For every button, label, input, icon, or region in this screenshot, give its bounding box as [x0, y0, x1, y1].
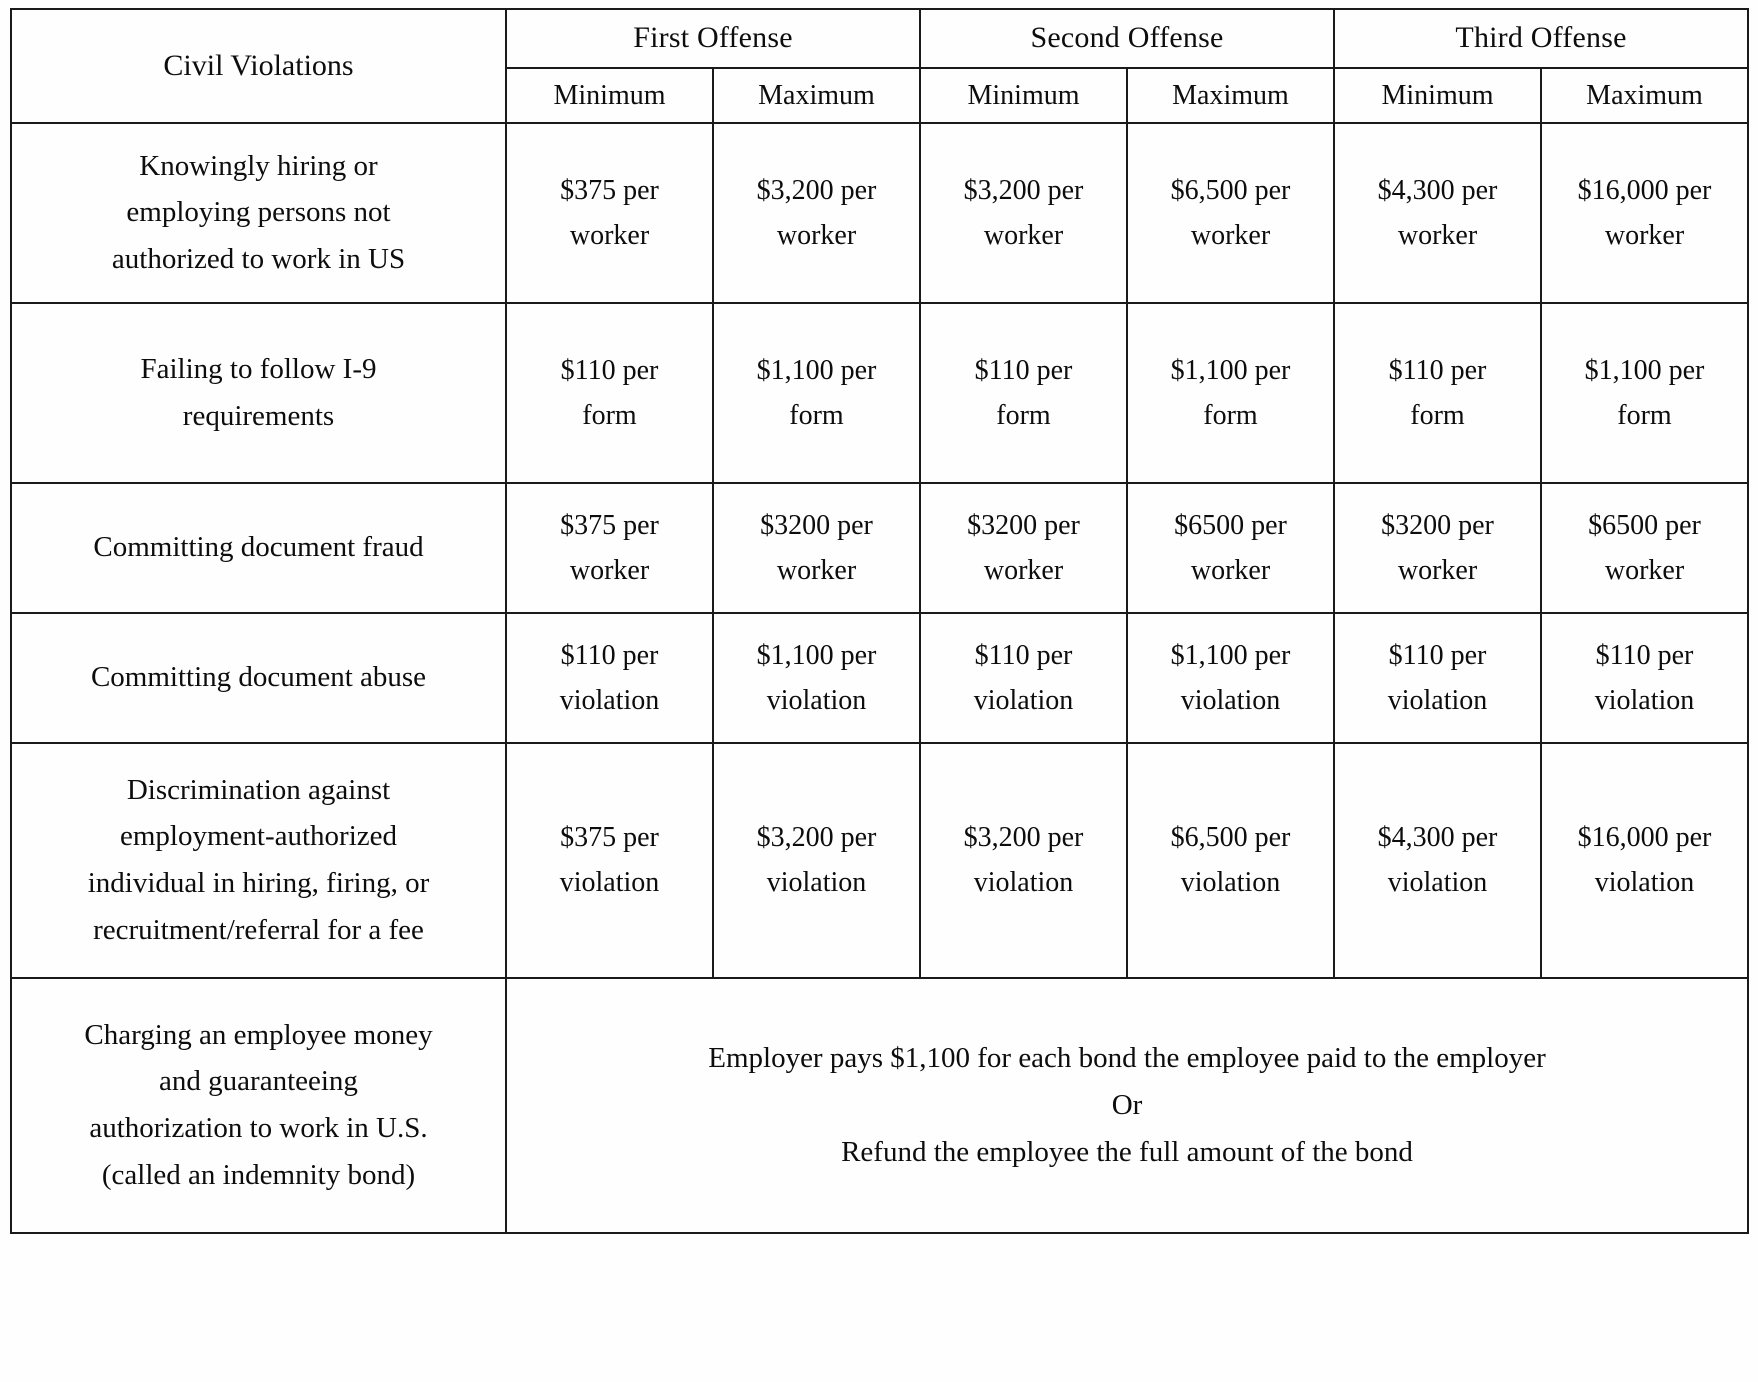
text-line: $16,000 per	[1577, 174, 1712, 206]
text-line: $4,300 per	[1377, 822, 1498, 854]
text-line: $1,100 per	[1170, 639, 1291, 671]
text-line: violation	[973, 684, 1074, 716]
text-line: Or	[1111, 1088, 1143, 1121]
text-line: worker	[569, 554, 650, 586]
text-line: worker	[1604, 554, 1685, 586]
cell-r1-c4	[1334, 303, 1541, 483]
text-line: authorization to work in U.S.	[89, 1112, 428, 1145]
text-line: violation	[1180, 867, 1281, 899]
header-first-offense: First Offense	[506, 9, 920, 68]
text-line: violation	[1387, 684, 1488, 716]
text-line: $1,100 per	[756, 354, 877, 386]
table-row	[11, 303, 1748, 483]
text-line: $3200 per	[967, 509, 1080, 541]
text-line: $6500 per	[1588, 509, 1701, 541]
civil-violations-table	[10, 8, 1749, 1234]
header-first-minimum: Minimum	[506, 68, 713, 123]
cell-r0-c2	[920, 123, 1127, 303]
text-line: $1,100 per	[756, 639, 877, 671]
header-row-offense-groups	[11, 9, 1748, 68]
text-line: $3200 per	[1381, 509, 1494, 541]
cell-r1-c0	[506, 303, 713, 483]
text-line: and guaranteeing	[159, 1065, 358, 1098]
text-line: requirements	[182, 399, 335, 432]
cell-r3-c3	[1127, 613, 1334, 743]
table-header	[11, 9, 1748, 123]
cell-r2-c2	[920, 483, 1127, 613]
text-line: worker	[1397, 219, 1478, 251]
text-line: $110 per	[974, 354, 1073, 386]
cell-r1-c1	[713, 303, 920, 483]
text-line: form	[996, 399, 1051, 431]
text-line: employment-authorized	[119, 820, 397, 853]
text-line: individual in hiring, firing, or	[87, 867, 430, 900]
text-line: (called an indemnity bond)	[101, 1159, 416, 1192]
text-line: violation	[1180, 684, 1281, 716]
text-line: $4,300 per	[1377, 174, 1498, 206]
cell-r2-c5	[1541, 483, 1748, 613]
text-line: $3,200 per	[756, 822, 877, 854]
row-label-discrimination	[11, 743, 506, 978]
text-line: $3,200 per	[963, 174, 1084, 206]
text-line: Charging an employee money	[84, 1018, 433, 1051]
text-line: $6,500 per	[1170, 174, 1291, 206]
cell-r1-c3	[1127, 303, 1334, 483]
cell-r3-c4	[1334, 613, 1541, 743]
text-line: Committing document fraud	[93, 531, 424, 564]
text-line: $110 per	[974, 639, 1073, 671]
text-line: violation	[1387, 867, 1488, 899]
text-line: $110 per	[1388, 354, 1487, 386]
header-third-maximum: Maximum	[1541, 68, 1748, 123]
text-line: $375 per	[560, 509, 659, 541]
cell-r0-c4	[1334, 123, 1541, 303]
row-label-indemnity-bond	[11, 978, 506, 1233]
text-line: worker	[983, 219, 1064, 251]
cell-r4-c4	[1334, 743, 1541, 978]
header-first-maximum: Maximum	[713, 68, 920, 123]
text-line: Refund the employee the full amount of the bond	[841, 1135, 1413, 1168]
row-label-document-fraud	[11, 483, 506, 613]
text-line: worker	[569, 219, 650, 251]
cell-r2-c3	[1127, 483, 1334, 613]
cell-r4-c3	[1127, 743, 1334, 978]
text-line: worker	[1190, 554, 1271, 586]
text-line: violation	[973, 867, 1074, 899]
text-line: $375 per	[560, 822, 659, 854]
text-line: form	[789, 399, 844, 431]
table-row-indemnity-bond	[11, 978, 1748, 1233]
cell-r4-c2	[920, 743, 1127, 978]
cell-r2-c0	[506, 483, 713, 613]
header-second-minimum: Minimum	[920, 68, 1127, 123]
text-line: employing persons not	[126, 196, 391, 229]
text-line: $1,100 per	[1170, 354, 1291, 386]
text-line: violation	[1594, 684, 1695, 716]
text-line: violation	[766, 684, 867, 716]
text-line: $16,000 per	[1577, 822, 1712, 854]
text-line: worker	[1397, 554, 1478, 586]
text-line: form	[1203, 399, 1258, 431]
row-label-knowing-hire	[11, 123, 506, 303]
text-line: worker	[1604, 219, 1685, 251]
cell-r0-c1	[713, 123, 920, 303]
header-second-maximum: Maximum	[1127, 68, 1334, 123]
text-line: $1,100 per	[1584, 354, 1705, 386]
text-line: $110 per	[1388, 639, 1487, 671]
text-line: violation	[766, 867, 867, 899]
cell-r3-c1	[713, 613, 920, 743]
text-line: $3,200 per	[963, 822, 1084, 854]
text-line: $375 per	[560, 174, 659, 206]
text-line: worker	[983, 554, 1064, 586]
text-line: $110 per	[560, 354, 659, 386]
cell-r3-c0	[506, 613, 713, 743]
table-body	[11, 123, 1748, 1233]
cell-r3-c2	[920, 613, 1127, 743]
text-line: form	[1617, 399, 1672, 431]
text-line: worker	[1190, 219, 1271, 251]
row-label-i9-requirements	[11, 303, 506, 483]
text-line: Employer pays $1,100 for each bond the employee paid to the employer	[708, 1042, 1546, 1074]
table-row	[11, 123, 1748, 303]
cell-r2-c4	[1334, 483, 1541, 613]
text-line: $110 per	[1595, 639, 1694, 671]
header-third-offense: Third Offense	[1334, 9, 1748, 68]
cell-r4-c0	[506, 743, 713, 978]
cell-r0-c3	[1127, 123, 1334, 303]
text-line: $3,200 per	[756, 174, 877, 206]
cell-r0-c5	[1541, 123, 1748, 303]
cell-r4-c5	[1541, 743, 1748, 978]
text-line: Committing document abuse	[90, 661, 427, 694]
table-row	[11, 483, 1748, 613]
text-line: authorized to work in US	[111, 243, 406, 276]
text-line: worker	[776, 219, 857, 251]
cell-r1-c2	[920, 303, 1127, 483]
cell-indemnity-bond-note	[506, 978, 1748, 1233]
text-line: Knowingly hiring or	[139, 149, 378, 182]
text-line: $6,500 per	[1170, 822, 1291, 854]
header-second-offense: Second Offense	[920, 9, 1334, 68]
text-line: Failing to follow I-9	[140, 352, 377, 385]
text-line: $110 per	[560, 639, 659, 671]
text-line: $6500 per	[1174, 509, 1287, 541]
text-line: worker	[776, 554, 857, 586]
table-row	[11, 613, 1748, 743]
text-line: violation	[559, 684, 660, 716]
text-line: form	[582, 399, 637, 431]
text-line: violation	[559, 867, 660, 899]
cell-r4-c1	[713, 743, 920, 978]
cell-r1-c5	[1541, 303, 1748, 483]
row-label-document-abuse	[11, 613, 506, 743]
text-line: Discrimination against	[126, 773, 391, 806]
text-line: recruitment/referral for a fee	[93, 914, 424, 947]
header-third-minimum: Minimum	[1334, 68, 1541, 123]
cell-r2-c1	[713, 483, 920, 613]
cell-r3-c5	[1541, 613, 1748, 743]
text-line: form	[1410, 399, 1465, 431]
header-civil-violations: Civil Violations	[11, 9, 506, 123]
table-row	[11, 743, 1748, 978]
cell-r0-c0	[506, 123, 713, 303]
text-line: $3200 per	[760, 509, 873, 541]
text-line: violation	[1594, 867, 1695, 899]
